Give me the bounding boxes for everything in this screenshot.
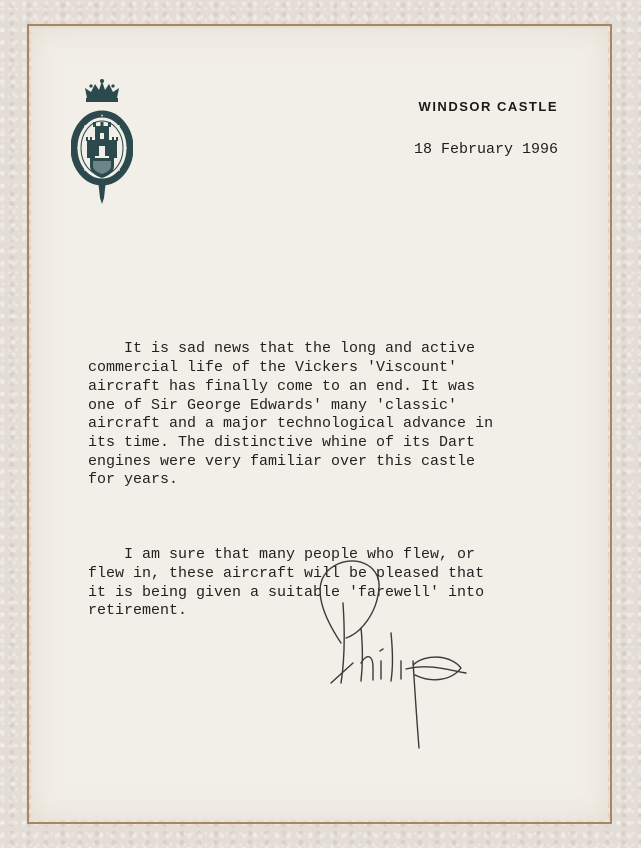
letter-paper xyxy=(31,28,608,820)
letter-date: 18 February 1996 xyxy=(413,141,558,158)
letter-paragraph: It is sad news that the long and active commercial life of the Vickers 'Viscount' aircraft has finally come to an end. It was one of Sir George Edwards' many 'classic' aircraft and a major technological advance in its time. The distinctive whine of its Dart engines were very familiar over this castle for years. xyxy=(88,340,494,489)
letter-paragraph: I am sure that many people who flew, or flew in, these aircraft will be pleased that it is being given a suitable 'farewell' into retirement. xyxy=(88,546,485,620)
letterhead-address: WINDSOR CASTLE xyxy=(418,99,558,114)
handwritten-signature-icon xyxy=(301,543,471,753)
royal-crest-icon xyxy=(71,78,133,208)
